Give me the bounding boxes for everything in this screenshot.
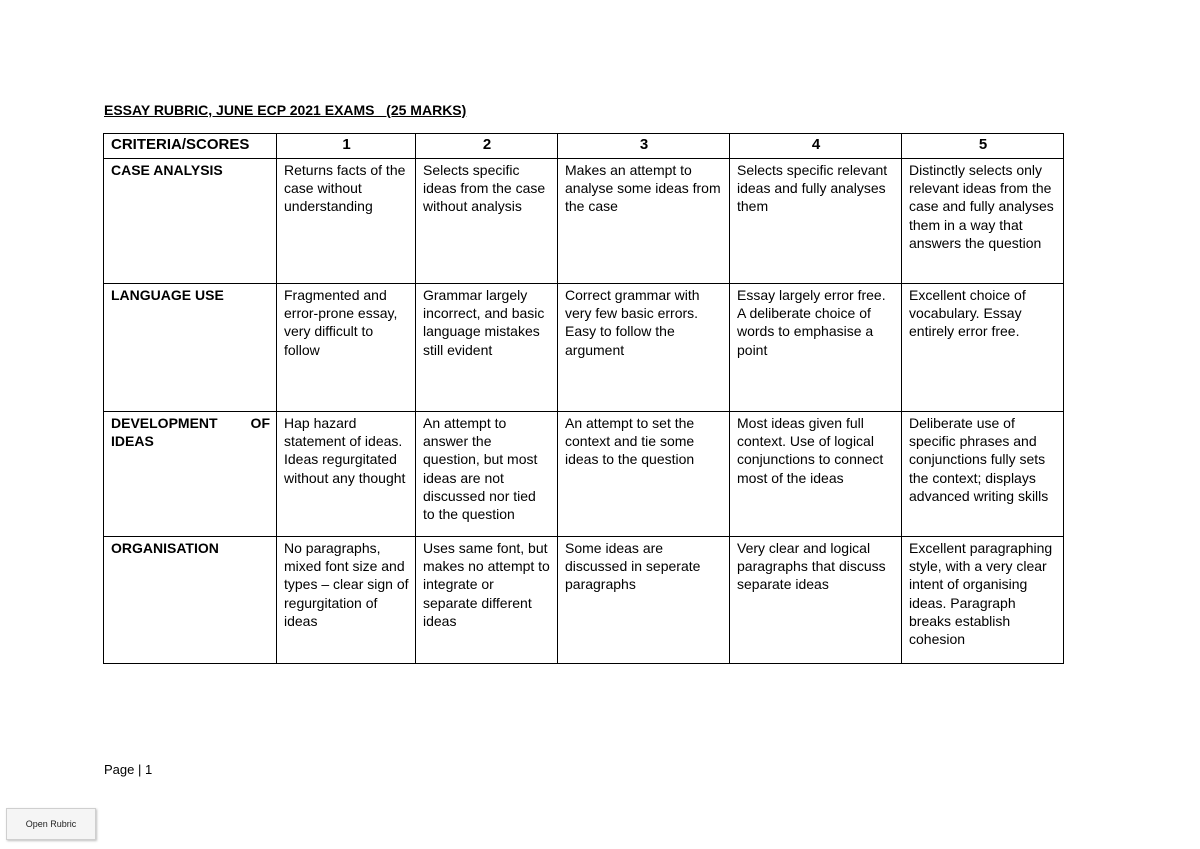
header-score-3: 3 <box>558 134 730 159</box>
table-cell: Selects specific ideas from the case without analysis <box>416 159 558 284</box>
table-cell: Grammar largely incorrect, and basic language mistakes still evident <box>416 284 558 412</box>
table-cell: An attempt to answer the question, but most ideas are not discussed nor tied to the question <box>416 412 558 537</box>
table-cell: Excellent choice of vocabulary. Essay entirely error free. <box>902 284 1064 412</box>
table-cell: An attempt to set the context and tie some ideas to the question <box>558 412 730 537</box>
document-title: ESSAY RUBRIC, JUNE ECP 2021 EXAMS (25 MARKS) <box>104 102 467 118</box>
rubric-header-row <box>104 134 1064 159</box>
table-cell: Fragmented and error-prone essay, very difficult to follow <box>277 284 416 412</box>
table-cell: Makes an attempt to analyse some ideas from the case <box>558 159 730 284</box>
criteria-case-analysis: CASE ANALYSIS <box>104 159 277 284</box>
table-row <box>104 159 1064 284</box>
criteria-language-use: LANGUAGE USE <box>104 284 277 412</box>
header-score-4: 4 <box>730 134 902 159</box>
table-cell: Some ideas are discussed in seperate paragraphs <box>558 537 730 664</box>
header-score-5: 5 <box>902 134 1064 159</box>
table-row <box>104 537 1064 664</box>
table-cell: Selects specific relevant ideas and fully analyses them <box>730 159 902 284</box>
header-criteria-scores: CRITERIA/SCORES <box>104 134 277 159</box>
criteria-development-of-ideas: DEVELOPMENT OF IDEAS <box>104 412 277 537</box>
page-number: Page | 1 <box>104 762 153 777</box>
criteria-organisation: ORGANISATION <box>104 537 277 664</box>
header-score-1: 1 <box>277 134 416 159</box>
table-cell: Excellent paragraphing style, with a very clear intent of organising ideas. Paragraph breaks establish cohesion <box>902 537 1064 664</box>
table-cell: Distinctly selects only relevant ideas from the case and fully analyses them in a way that answers the question <box>902 159 1064 284</box>
table-cell: Hap hazard statement of ideas. Ideas regurgitated without any thought <box>277 412 416 537</box>
table-cell: Returns facts of the case without understanding <box>277 159 416 284</box>
table-row <box>104 412 1064 537</box>
table-cell: Essay largely error free. A deliberate choice of words to emphasise a point <box>730 284 902 412</box>
header-score-2: 2 <box>416 134 558 159</box>
table-cell: Most ideas given full context. Use of logical conjunctions to connect most of the ideas <box>730 412 902 537</box>
table-row <box>104 284 1064 412</box>
table-cell: Correct grammar with very few basic errors. Easy to follow the argument <box>558 284 730 412</box>
table-cell: No paragraphs, mixed font size and types – clear sign of regurgitation of ideas <box>277 537 416 664</box>
rubric-table <box>103 133 1064 664</box>
table-cell: Uses same font, but makes no attempt to integrate or separate different ideas <box>416 537 558 664</box>
open-rubric-button[interactable]: Open Rubric <box>6 808 96 840</box>
table-cell: Very clear and logical paragraphs that discuss separate ideas <box>730 537 902 664</box>
table-cell: Deliberate use of specific phrases and conjunctions fully sets the context; displays advanced writing skills <box>902 412 1064 537</box>
